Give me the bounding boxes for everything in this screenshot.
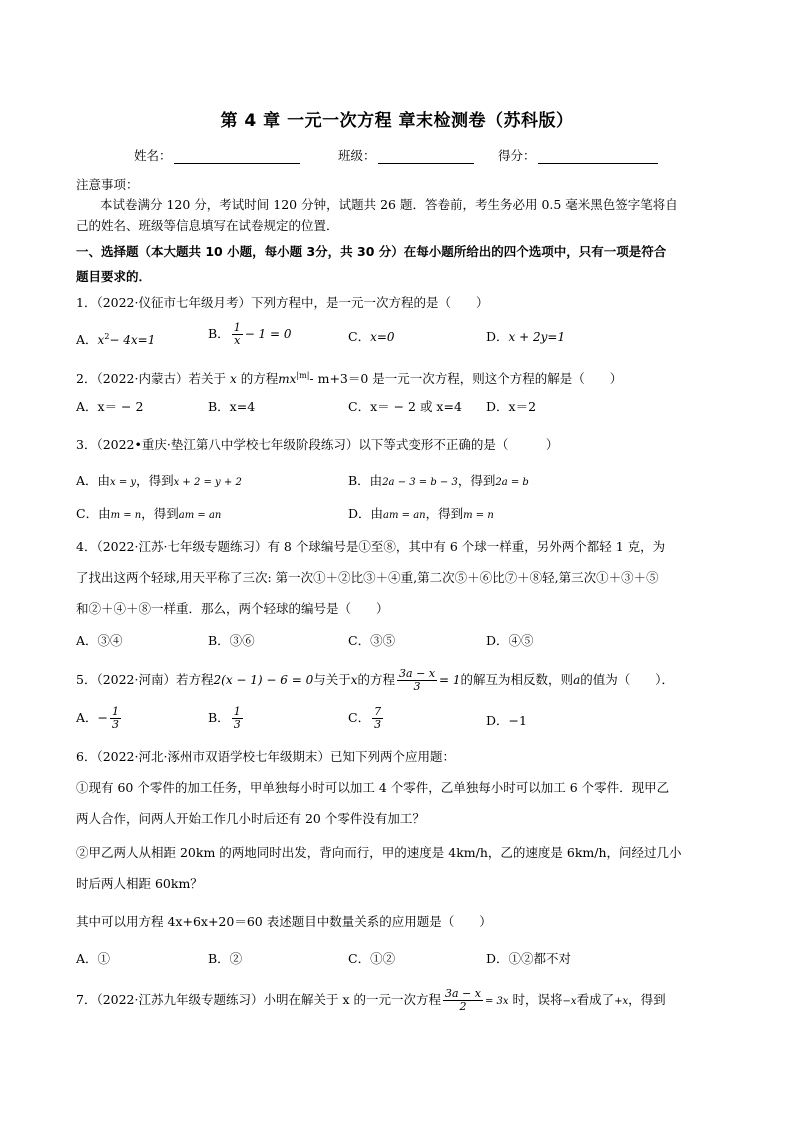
q2-option-d[interactable]: D．x＝2 — [486, 399, 537, 414]
q6-stem: 6．（2022·河北·涿州市双语学校七年级期末）已知下列两个应用题： — [76, 749, 455, 764]
fraction — [397, 668, 437, 693]
superscript: 2 — [104, 332, 110, 341]
math-text: 2a − 3 = b − 3 — [382, 477, 458, 488]
text: 的方程 — [240, 371, 279, 387]
numerator: 1 — [233, 321, 241, 334]
math-text: 2(x − 1) − 6 = 0 — [213, 673, 314, 687]
numerator: 3a − x — [445, 987, 481, 1000]
option-letter: D． — [486, 329, 509, 344]
q5-option-c[interactable] — [348, 706, 385, 731]
notice-heading: 注意事项： — [76, 177, 139, 192]
section-heading-line-1: 一、选择题（本大题共 10 小题，每小题 3分，共 30 分）在每小题所给出的四个选项中，只有一项是符合 — [76, 244, 667, 259]
q6-problem-1-line-2: 两人合作，问两人开始工作几小时后还有 20 个零件没有加工？ — [76, 811, 425, 826]
q6-option-d[interactable]: D．①②都不对 — [486, 951, 572, 966]
q6-problem-2-line-1: ②甲乙两人从相距 20km 的两地同时出发，背向而行，甲的速度是 4km/h，乙的速度是 6km/h，问经过几小 — [76, 845, 682, 860]
class-label: 班级： — [338, 148, 376, 163]
page-title: 第 4 章 一元一次方程 章末检测卷（苏科版） — [220, 111, 574, 131]
q1-option-a[interactable] — [76, 328, 155, 349]
option-letter: B． — [208, 710, 230, 725]
notice-line-1: 本试卷满分 120 分，考试时间 120 分钟，试题共 26 题．答卷前，考生务必用 0.5 毫米黑色签字笔将自 — [100, 197, 678, 212]
fraction — [232, 706, 243, 731]
q6-problem-1-line-1: ①现有 60 个零件的加工任务，甲单独每小时可以加工 4 个零件，乙单独每小时可以加工 6 个零件．现甲乙 — [76, 780, 670, 795]
math-text: x + 2y=1 — [508, 330, 566, 344]
q7-stem — [76, 988, 666, 1013]
option-letter: C． — [348, 710, 371, 725]
math-text: a — [573, 673, 581, 687]
section-heading-line-2: 题目要求的． — [76, 269, 152, 284]
score-blank-line[interactable] — [538, 151, 658, 164]
math-text: am = an — [383, 510, 426, 521]
class-blank-line[interactable] — [378, 151, 474, 164]
q5-option-a[interactable] — [76, 706, 123, 731]
math-text: x — [97, 333, 105, 348]
math-text: x — [229, 372, 237, 387]
q3-option-b[interactable] — [348, 472, 529, 492]
fraction — [372, 706, 383, 731]
score-field[interactable] — [498, 146, 658, 164]
text: 与关于 — [313, 672, 351, 687]
option-letter: A． — [76, 710, 98, 725]
q6-problem-2-line-2: 时后两人相距 60km？ — [76, 876, 203, 891]
superscript: |m| — [296, 371, 310, 380]
fraction — [232, 322, 243, 347]
text: 看成了 — [576, 992, 615, 1007]
q3-option-d[interactable] — [348, 505, 494, 525]
denominator: x — [234, 334, 241, 347]
name-blank-line[interactable] — [174, 151, 300, 164]
math-text: −x — [562, 996, 577, 1007]
q4-option-c[interactable]: C．③⑤ — [348, 633, 396, 648]
text: 的方程 — [357, 672, 396, 687]
text: - m+3＝0 是一元一次方程，则这个方程的解是（ ） — [309, 371, 623, 387]
math-text: m = n — [463, 510, 494, 521]
text: ，得到 — [136, 473, 174, 488]
q3-stem: 3．（2022•重庆·垫江第八中学校七年级阶段练习）以下等式变形不正确的是（ ） — [76, 437, 559, 452]
math-text: x — [350, 673, 358, 687]
numerator: 1 — [112, 705, 120, 718]
q1-option-c[interactable] — [348, 328, 395, 346]
math-text: m = n — [110, 510, 142, 521]
notice-line-2: 己的姓名、班级等信息填写在试卷规定的位置． — [76, 218, 339, 233]
text: 时，误将 — [512, 992, 563, 1007]
option-letter: A． — [76, 332, 98, 348]
q6-option-c[interactable]: C．①② — [348, 951, 396, 966]
q1-stem: 1．（2022·仪征市七年级月考）下列方程中，是一元一次方程的是（ ） — [76, 295, 489, 310]
q1-option-b[interactable] — [208, 322, 292, 347]
denominator: 2 — [459, 1000, 467, 1013]
q2-option-a[interactable]: A．x＝ − 2 — [76, 399, 144, 414]
q4-stem-line-2: 了找出这两个轻球,用天平称了三次: 第一次①＋②比③＋④重,第二次⑤＋⑥比⑦＋⑧轻,第三次①＋③＋⑤ — [76, 570, 659, 585]
text: ，得到 — [457, 473, 496, 488]
math-text: mx — [278, 372, 297, 387]
q4-option-a[interactable]: A．③④ — [76, 633, 123, 648]
q2-option-c[interactable]: C．x＝ − 2 或 x=4 — [348, 399, 462, 414]
score-label: 得分： — [498, 148, 536, 163]
text: 的解互为相反数，则 — [460, 672, 574, 687]
denominator: 3 — [413, 680, 421, 693]
text: C．由 — [76, 506, 111, 521]
math-text: x + 2 = y + 2 — [173, 477, 242, 488]
q6-option-a[interactable]: A．① — [76, 951, 111, 966]
math-text: − 4x=1 — [109, 333, 156, 348]
math-text: = 1 — [439, 673, 461, 687]
q5-stem — [76, 668, 674, 693]
text: 7．（2022·江苏九年级专题练习）小明在解关于 x 的一元一次方程 — [76, 992, 441, 1007]
q2-stem — [76, 367, 622, 388]
fraction — [110, 706, 121, 731]
text: ，得到 — [425, 506, 464, 521]
q6-ask: 其中可以用方程 4x+6x+20＝60 表述题目中数量关系的应用题是（ ） — [76, 914, 492, 929]
text: D．由 — [348, 506, 384, 521]
numerator: 7 — [374, 705, 382, 718]
q4-option-b[interactable]: B．③⑥ — [208, 633, 255, 648]
name-label: 姓名： — [134, 148, 172, 163]
math-text: − 1 = 0 — [244, 327, 292, 341]
math-text: am = an — [178, 510, 222, 521]
q5-option-d[interactable]: D．−1 — [486, 713, 527, 728]
math-text: 2a = b — [495, 477, 529, 488]
q4-stem-line-3: 和②＋④＋⑧一样重．那么，两个轻球的编号是（ ） — [76, 601, 389, 616]
math-text: x=0 — [370, 330, 395, 344]
class-field[interactable] — [338, 146, 474, 164]
q4-stem-line-1: 4．（2022·江苏·七年级专题练习）有 8 个球编号是①至⑧，其中有 6 个球一样重，另外两个都轻 1 克，为 — [76, 539, 666, 554]
text: ，得到 — [141, 506, 179, 521]
text: B．由 — [348, 473, 383, 488]
text: 5．（2022·河南）若方程 — [76, 672, 214, 687]
q5-option-b[interactable] — [208, 706, 245, 731]
text: 2．（2022·内蒙古）若关于 — [76, 371, 226, 387]
denominator: 3 — [374, 718, 382, 731]
denominator: 3 — [233, 718, 241, 731]
name-field[interactable] — [134, 146, 300, 164]
fraction — [443, 988, 483, 1013]
numerator: 1 — [233, 705, 241, 718]
text: A．由 — [76, 473, 111, 488]
minus-sign: − — [97, 710, 109, 725]
option-letter: C． — [348, 329, 371, 344]
text: 的值为（ ）． — [580, 672, 674, 687]
math-text: = 3x — [484, 996, 509, 1007]
text: ，得到 — [628, 992, 666, 1007]
math-text: +x — [614, 996, 629, 1007]
q2-option-b[interactable]: B．x=4 — [208, 399, 256, 414]
option-letter: B． — [208, 326, 230, 341]
q3-option-a[interactable] — [76, 472, 242, 492]
q3-option-c[interactable] — [76, 505, 221, 525]
numerator: 3a − x — [399, 667, 436, 680]
math-text: x = y — [110, 477, 137, 488]
q1-option-d[interactable] — [486, 328, 565, 346]
q6-option-b[interactable]: B．② — [208, 951, 243, 966]
q4-option-d[interactable]: D．④⑤ — [486, 633, 534, 648]
denominator: 3 — [112, 718, 120, 731]
